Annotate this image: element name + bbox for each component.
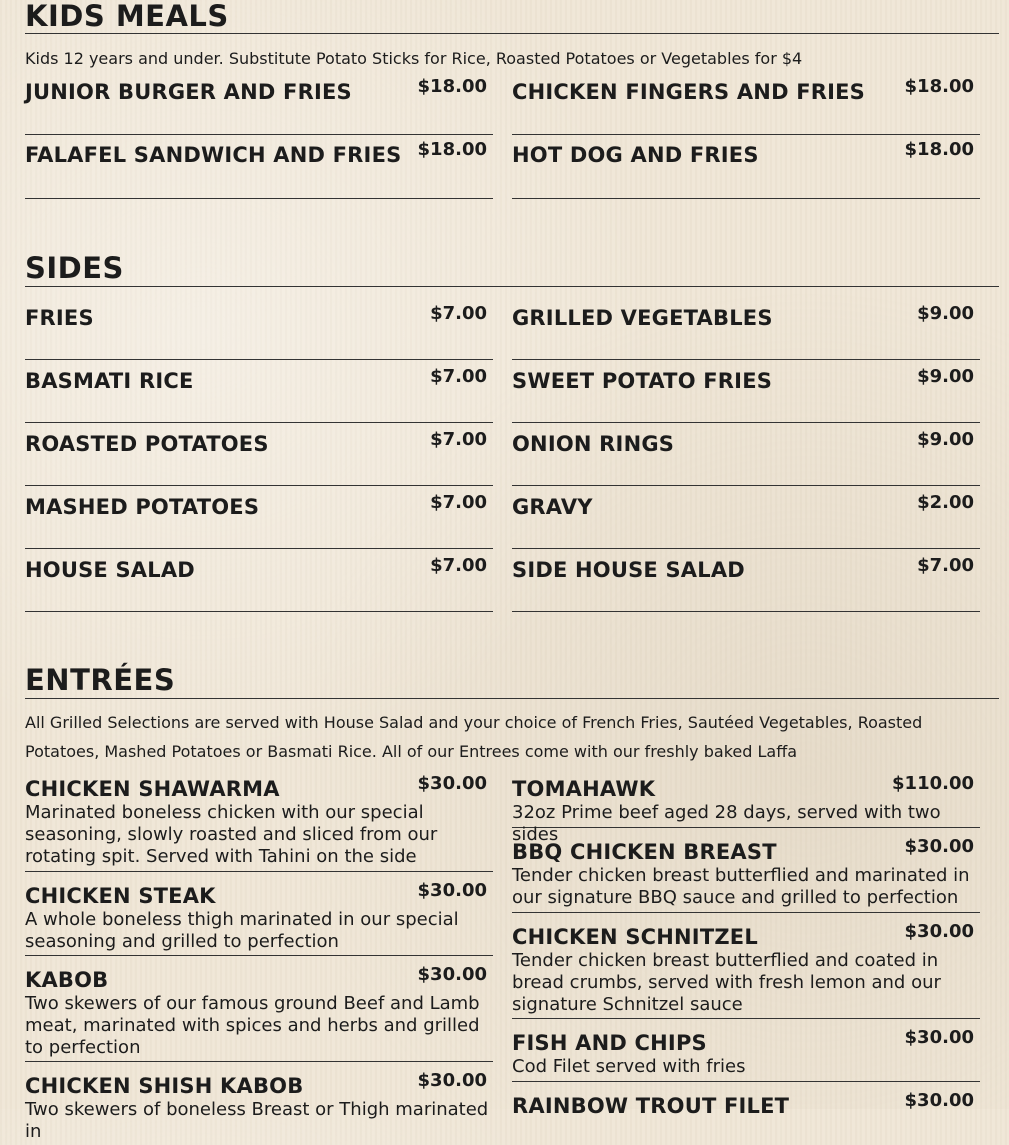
menu-item[interactable]: [512, 424, 980, 486]
menu-item[interactable]: [512, 1083, 980, 1123]
item-price: $9.00: [917, 366, 974, 387]
item-description: Two skewers of boneless Breast or Thigh marinated in: [25, 1099, 489, 1142]
section-title-kids-meals: KIDS MEALS: [25, 0, 999, 34]
item-price: $18.00: [904, 139, 974, 160]
item-name: BBQ CHICKEN BREAST: [512, 840, 777, 864]
entrees-note: All Grilled Selections are served with House Salad and your choice of French Fries, Sautéed Vegetables, Roasted Potatoes, Mashed Potatoes or Basmati Rice. All of our Entrees come with our freshly baked Laffa: [25, 713, 923, 761]
section-title-sides: SIDES: [25, 252, 999, 287]
menu-item[interactable]: [25, 550, 493, 612]
item-name: RAINBOW TROUT FILET: [512, 1094, 790, 1118]
entrees-section: [25, 663, 999, 1142]
item-price: $30.00: [904, 836, 974, 857]
item-name: CHICKEN STEAK: [25, 884, 216, 908]
item-price: $110.00: [892, 773, 974, 794]
item-description: Marinated boneless chicken with our special seasoning, slowly roasted and sliced from our rotating spit. Served with Tahini on the side: [25, 802, 438, 867]
item-name: CHICKEN FINGERS AND FRIES: [512, 80, 866, 104]
menu-item[interactable]: [512, 550, 980, 612]
item-description: Tender chicken breast butterflied and coated in bread crumbs, served with fresh lemon and our signature Schnitzel sauce: [512, 950, 941, 1015]
item-name: FALAFEL SANDWICH AND FRIES: [25, 143, 402, 167]
menu-item[interactable]: [512, 829, 980, 913]
item-name: ONION RINGS: [512, 432, 675, 456]
item-price: $30.00: [417, 1070, 487, 1091]
item-name: HOT DOG AND FRIES: [512, 143, 759, 167]
item-description: Tender chicken breast butterflied and marinated in our signature BBQ sauce and grilled to perfection: [512, 865, 970, 908]
item-price: $9.00: [917, 429, 974, 450]
item-name: KABOB: [25, 968, 109, 992]
item-price: $30.00: [417, 964, 487, 985]
item-name: BASMATI RICE: [25, 369, 194, 393]
menu-item[interactable]: [25, 73, 493, 135]
menu-item[interactable]: [512, 361, 980, 423]
item-description: Two skewers of our famous ground Beef and Lamb meat, marinated with spices and herbs and grilled to perfection: [25, 993, 480, 1058]
item-price: $7.00: [917, 555, 974, 576]
item-name: CHICKEN SHISH KABOB: [25, 1074, 304, 1098]
item-price: $7.00: [430, 555, 487, 576]
menu-item[interactable]: [25, 424, 493, 486]
menu-item[interactable]: [25, 136, 493, 199]
menu-item[interactable]: [25, 287, 493, 360]
menu-item[interactable]: [512, 73, 980, 135]
menu-item[interactable]: [25, 361, 493, 423]
menu-item[interactable]: [25, 957, 493, 1062]
item-description: 32oz Prime beef aged 28 days, served with two sides: [512, 802, 941, 845]
menu-item[interactable]: [512, 136, 980, 199]
item-name: SWEET POTATO FRIES: [512, 369, 773, 393]
item-name: CHICKEN SCHNITZEL: [512, 925, 758, 949]
item-price: $18.00: [417, 139, 487, 160]
item-name: HOUSE SALAD: [25, 558, 195, 582]
item-price: $2.00: [917, 492, 974, 513]
item-name: FRIES: [25, 306, 94, 330]
item-description: A whole boneless thigh marinated in our special seasoning and grilled to perfection: [25, 909, 459, 952]
item-price: $18.00: [417, 76, 487, 97]
item-price: $30.00: [417, 880, 487, 901]
item-name: JUNIOR BURGER AND FRIES: [25, 80, 352, 104]
item-price: $30.00: [904, 921, 974, 942]
item-price: $9.00: [917, 303, 974, 324]
item-price: $30.00: [904, 1027, 974, 1048]
menu-item[interactable]: [25, 766, 493, 872]
item-name: SIDE HOUSE SALAD: [512, 558, 745, 582]
item-price: $7.00: [430, 492, 487, 513]
sides-section: [25, 251, 999, 582]
item-price: $7.00: [430, 303, 487, 324]
item-name: GRILLED VEGETABLES: [512, 306, 773, 330]
item-name: CHICKEN SHAWARMA: [25, 777, 280, 801]
item-price: $18.00: [904, 76, 974, 97]
item-price: $7.00: [430, 429, 487, 450]
menu-item[interactable]: [512, 914, 980, 1019]
section-title-entrees: ENTRÉES: [25, 664, 999, 699]
menu-item[interactable]: [512, 287, 980, 360]
menu-item[interactable]: [25, 1063, 493, 1142]
kids-meals-section: [25, 0, 999, 167]
menu-item[interactable]: [25, 873, 493, 956]
item-price: $30.00: [417, 773, 487, 794]
menu-item[interactable]: [512, 1020, 980, 1082]
menu-item[interactable]: [512, 766, 980, 845]
item-name: MASHED POTATOES: [25, 495, 260, 519]
item-description: Cod Filet served with fries: [512, 1056, 746, 1077]
item-name: FISH AND CHIPS: [512, 1031, 707, 1055]
item-name: TOMAHAWK: [512, 777, 656, 801]
item-price: $30.00: [904, 1090, 974, 1111]
menu-item[interactable]: [512, 487, 980, 549]
item-price: $7.00: [430, 366, 487, 387]
kids-meals-note: Kids 12 years and under. Substitute Potato Sticks for Rice, Roasted Potatoes or Vegetables for $4: [25, 49, 803, 68]
item-name: GRAVY: [512, 495, 593, 519]
item-name: ROASTED POTATOES: [25, 432, 269, 456]
menu-item[interactable]: [25, 487, 493, 549]
